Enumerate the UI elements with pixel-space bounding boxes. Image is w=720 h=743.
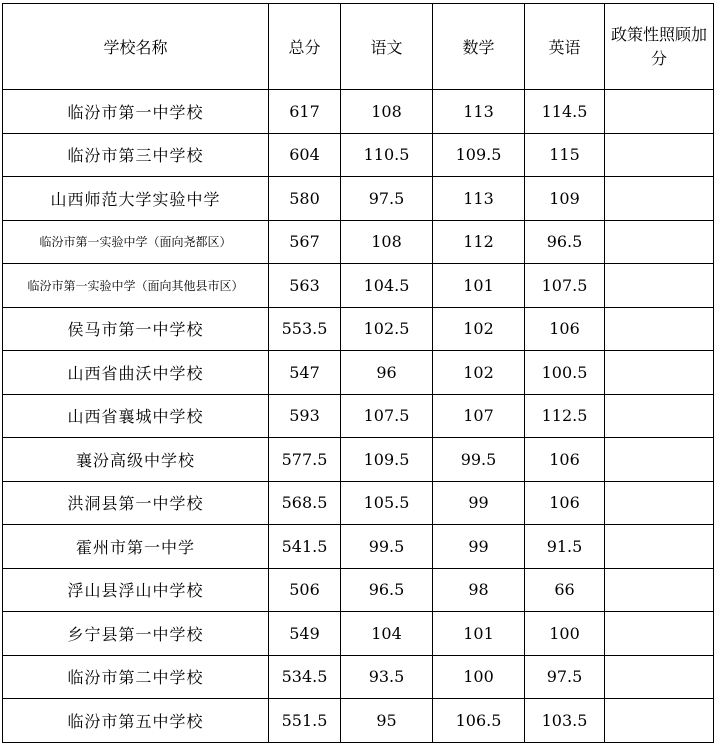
table-row <box>3 438 714 482</box>
header-math: 数学 <box>433 4 525 90</box>
cell-policy-bonus <box>605 438 714 482</box>
cell-total-score: 551.5 <box>269 699 341 743</box>
cell-chinese-score: 104 <box>341 612 433 656</box>
cell-policy-bonus <box>605 264 714 308</box>
cell-chinese-score: 97.5 <box>341 177 433 221</box>
cell-english-score: 115 <box>525 133 605 177</box>
admission-score-table <box>2 3 714 743</box>
table-header-row <box>3 4 714 90</box>
cell-chinese-score: 104.5 <box>341 264 433 308</box>
cell-policy-bonus <box>605 307 714 351</box>
cell-total-score: 547 <box>269 351 341 395</box>
cell-policy-bonus <box>605 177 714 221</box>
table-row <box>3 699 714 743</box>
cell-math-score: 101 <box>433 612 525 656</box>
table-row <box>3 90 714 134</box>
cell-english-score: 66 <box>525 568 605 612</box>
header-school-name: 学校名称 <box>3 4 269 90</box>
cell-math-score: 102 <box>433 351 525 395</box>
table-row <box>3 612 714 656</box>
cell-total-score: 549 <box>269 612 341 656</box>
table-row <box>3 264 714 308</box>
cell-policy-bonus <box>605 133 714 177</box>
cell-math-score: 100 <box>433 655 525 699</box>
cell-math-score: 113 <box>433 90 525 134</box>
cell-total-score: 567 <box>269 220 341 264</box>
cell-school-name: 临汾市第二中学校 <box>3 655 269 699</box>
table-row <box>3 351 714 395</box>
cell-english-score: 100 <box>525 612 605 656</box>
cell-school-name: 山西省襄城中学校 <box>3 394 269 438</box>
cell-chinese-score: 108 <box>341 220 433 264</box>
cell-school-name: 侯马市第一中学校 <box>3 307 269 351</box>
cell-chinese-score: 99.5 <box>341 525 433 569</box>
cell-total-score: 534.5 <box>269 655 341 699</box>
table-row <box>3 525 714 569</box>
cell-chinese-score: 108 <box>341 90 433 134</box>
cell-policy-bonus <box>605 525 714 569</box>
cell-school-name: 乡宁县第一中学校 <box>3 612 269 656</box>
cell-chinese-score: 96 <box>341 351 433 395</box>
table-row <box>3 177 714 221</box>
cell-chinese-score: 109.5 <box>341 438 433 482</box>
cell-total-score: 617 <box>269 90 341 134</box>
header-total-score: 总分 <box>269 4 341 90</box>
cell-chinese-score: 105.5 <box>341 481 433 525</box>
table-row <box>3 220 714 264</box>
cell-policy-bonus <box>605 568 714 612</box>
cell-school-name: 山西省曲沃中学校 <box>3 351 269 395</box>
cell-total-score: 580 <box>269 177 341 221</box>
cell-math-score: 113 <box>433 177 525 221</box>
table-row <box>3 481 714 525</box>
cell-math-score: 109.5 <box>433 133 525 177</box>
cell-total-score: 593 <box>269 394 341 438</box>
cell-english-score: 97.5 <box>525 655 605 699</box>
table-row <box>3 307 714 351</box>
cell-total-score: 506 <box>269 568 341 612</box>
cell-school-name: 洪洞县第一中学校 <box>3 481 269 525</box>
cell-total-score: 577.5 <box>269 438 341 482</box>
cell-math-score: 107 <box>433 394 525 438</box>
table-row <box>3 394 714 438</box>
cell-school-name: 襄汾高级中学校 <box>3 438 269 482</box>
cell-chinese-score: 110.5 <box>341 133 433 177</box>
cell-math-score: 102 <box>433 307 525 351</box>
header-policy-bonus: 政策性照顾加分 <box>605 4 714 90</box>
cell-english-score: 106 <box>525 481 605 525</box>
cell-school-name: 临汾市第三中学校 <box>3 133 269 177</box>
cell-math-score: 101 <box>433 264 525 308</box>
cell-school-name: 山西师范大学实验中学 <box>3 177 269 221</box>
cell-policy-bonus <box>605 351 714 395</box>
cell-policy-bonus <box>605 699 714 743</box>
header-chinese: 语文 <box>341 4 433 90</box>
cell-chinese-score: 107.5 <box>341 394 433 438</box>
table-row <box>3 568 714 612</box>
cell-school-name: 临汾市第一实验中学（面向其他县市区） <box>3 264 269 308</box>
cell-english-score: 91.5 <box>525 525 605 569</box>
cell-chinese-score: 93.5 <box>341 655 433 699</box>
cell-policy-bonus <box>605 655 714 699</box>
cell-english-score: 96.5 <box>525 220 605 264</box>
cell-math-score: 99 <box>433 481 525 525</box>
cell-chinese-score: 102.5 <box>341 307 433 351</box>
cell-school-name: 浮山县浮山中学校 <box>3 568 269 612</box>
cell-total-score: 563 <box>269 264 341 308</box>
cell-math-score: 112 <box>433 220 525 264</box>
table-row <box>3 655 714 699</box>
header-english: 英语 <box>525 4 605 90</box>
cell-chinese-score: 96.5 <box>341 568 433 612</box>
cell-total-score: 568.5 <box>269 481 341 525</box>
cell-total-score: 541.5 <box>269 525 341 569</box>
cell-math-score: 99.5 <box>433 438 525 482</box>
cell-policy-bonus <box>605 481 714 525</box>
cell-english-score: 106 <box>525 438 605 482</box>
cell-math-score: 106.5 <box>433 699 525 743</box>
cell-policy-bonus <box>605 394 714 438</box>
cell-policy-bonus <box>605 90 714 134</box>
cell-school-name: 临汾市第一实验中学（面向尧都区） <box>3 220 269 264</box>
table-row <box>3 133 714 177</box>
cell-policy-bonus <box>605 220 714 264</box>
cell-english-score: 107.5 <box>525 264 605 308</box>
cell-chinese-score: 95 <box>341 699 433 743</box>
cell-total-score: 604 <box>269 133 341 177</box>
cell-english-score: 114.5 <box>525 90 605 134</box>
cell-english-score: 103.5 <box>525 699 605 743</box>
cell-english-score: 109 <box>525 177 605 221</box>
cell-math-score: 99 <box>433 525 525 569</box>
cell-english-score: 100.5 <box>525 351 605 395</box>
cell-policy-bonus <box>605 612 714 656</box>
table-body <box>3 90 714 743</box>
cell-total-score: 553.5 <box>269 307 341 351</box>
cell-english-score: 106 <box>525 307 605 351</box>
cell-school-name: 临汾市第五中学校 <box>3 699 269 743</box>
cell-school-name: 临汾市第一中学校 <box>3 90 269 134</box>
cell-school-name: 霍州市第一中学 <box>3 525 269 569</box>
cell-english-score: 112.5 <box>525 394 605 438</box>
cell-math-score: 98 <box>433 568 525 612</box>
